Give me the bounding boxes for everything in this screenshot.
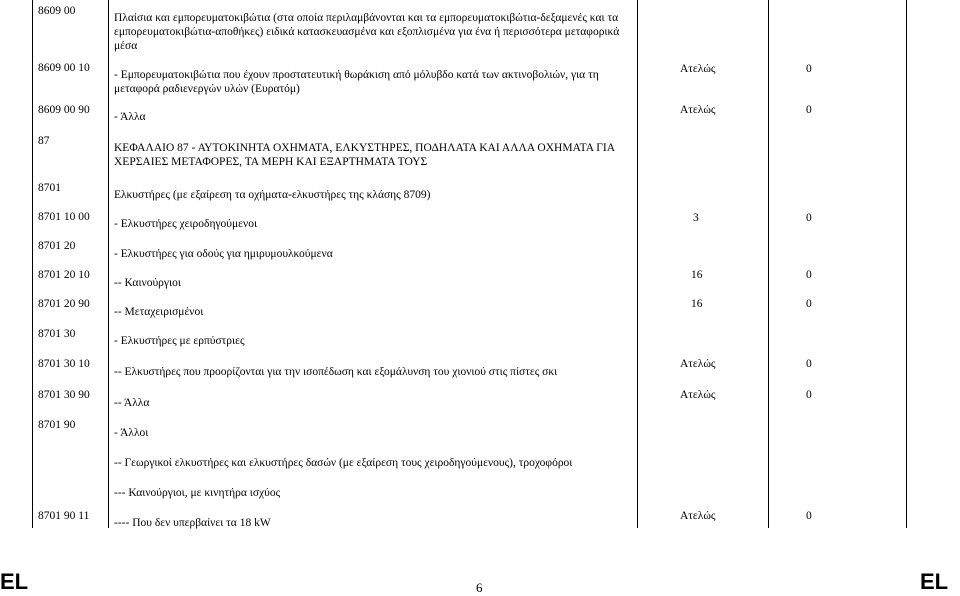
- duty-rate: Ατελώς: [680, 510, 716, 522]
- duty-rate: Ατελώς: [680, 63, 716, 75]
- footer-language-right: EL: [920, 569, 949, 594]
- column-rule: [906, 0, 907, 528]
- column-rule: [768, 0, 769, 528]
- description: -- Καινούργιοι: [114, 277, 181, 289]
- duty-rate: Ατελώς: [680, 104, 716, 116]
- cn-code: 8701 90 11: [38, 510, 90, 522]
- cn-code: 8701 30 10: [38, 358, 90, 370]
- page-number: 6: [476, 580, 483, 595]
- cn-code: 8701 90: [38, 419, 76, 431]
- description: --- Καινούργιοι, με κινητήρα ισχύος: [114, 487, 281, 499]
- duty-rate: Ατελώς: [680, 389, 716, 401]
- duty-category: 0: [806, 63, 812, 75]
- duty-category: 0: [806, 358, 812, 370]
- column-rule: [32, 0, 33, 528]
- duty-category: 0: [806, 389, 812, 401]
- cn-code: 8701: [38, 182, 61, 194]
- duty-rate: 16: [691, 269, 703, 281]
- duty-category: 0: [806, 510, 812, 522]
- description: -- Άλλα: [114, 397, 150, 409]
- description: Ελκυστήρες (με εξαίρεση τα οχήματα-ελκυστήρες της κλάσης 8709): [114, 189, 431, 201]
- cn-code: 8701 10 00: [38, 211, 90, 223]
- description: - Ελκυστήρες με ερπύστριες: [114, 335, 245, 347]
- description: - Ελκυστήρες για οδούς για ημιρυμουλκούμενα: [114, 248, 333, 260]
- cn-code: 8609 00 10: [38, 62, 90, 74]
- cn-code: 8701 30: [38, 328, 76, 340]
- description: -- Ελκυστήρες που προορίζονται για την ισοπέδωση και εξομάλυνση του χιονιού στις πίστες σκι: [114, 366, 558, 378]
- duty-rate: 16: [691, 298, 703, 310]
- description: - Εμπορευματοκιβώτια που έχουν προστατευτική θωράκιση από μόλυβδο κατά των ακτινοβολιών, για τη μεταφορά ραδιενεργών υλών (Ευρατόμ): [114, 69, 599, 95]
- cn-code: 8609 00: [38, 5, 76, 17]
- footer-language-left: EL: [0, 569, 29, 594]
- cn-code: 8701 30 90: [38, 389, 90, 401]
- column-rule: [108, 0, 109, 528]
- duty-category: 0: [806, 212, 812, 224]
- cn-code: 8609 00 90: [38, 104, 90, 116]
- duty-rate: 3: [693, 212, 699, 224]
- description: - Ελκυστήρες χειροδηγούμενοι: [114, 218, 258, 230]
- column-rule: [637, 0, 638, 528]
- cn-code: 8701 20 10: [38, 269, 90, 281]
- description: Πλαίσια και εμπορευματοκιβώτια (στα οποία περιλαμβάνονται και τα εμπορευματοκιβώτια-δεξαμενές και τα εμπορευματοκιβώτια-αποθήκες) ειδικά κατασκευασμένα και εξοπλισμένα για ένα ή περισσότερα μεταφορικά μέσα: [114, 12, 620, 52]
- cn-code: 8701 20: [38, 240, 76, 252]
- duty-category: 0: [806, 269, 812, 281]
- description: -- Γεωργικοί ελκυστήρες και ελκυστήρες δασών (με εξαίρεση τους χειροδηγούμενους), τροχοφόροι: [114, 457, 573, 469]
- description: -- Μεταχειρισμένοι: [114, 306, 204, 318]
- chapter-code: 87: [38, 135, 50, 147]
- description: - Άλλα: [114, 111, 146, 123]
- duty-category: 0: [806, 104, 812, 116]
- chapter-heading: ΚΕΦΑΛΑΙΟ 87 - ΑΥΤΟΚΙΝΗΤΑ ΟΧΗΜΑΤΑ, ΕΛΚΥΣΤΗΡΕΣ, ΠΟΔΗΛΑΤΑ ΚΑΙ ΑΛΛΑ ΟΧΗΜΑΤΑ ΓΙΑ ΧΕΡΣΑΙΕΣ ΜΕΤΑΦΟΡΕΣ, ΤΑ ΜΕΡΗ ΚΑΙ ΕΞΑΡΤΗΜΑΤΑ ΤΟΥΣ: [114, 142, 615, 168]
- cn-code: 8701 20 90: [38, 298, 90, 310]
- description: - Άλλοι: [114, 427, 149, 439]
- description: ---- Που δεν υπερβαίνει τα 18 kW: [114, 517, 271, 529]
- duty-category: 0: [806, 298, 812, 310]
- duty-rate: Ατελώς: [680, 358, 716, 370]
